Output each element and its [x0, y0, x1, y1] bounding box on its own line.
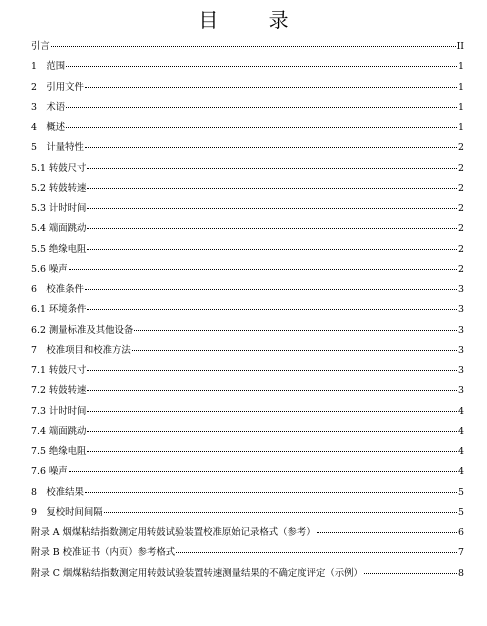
- toc-entry-page: 1: [458, 122, 464, 133]
- toc-entry[interactable]: [31, 524, 464, 544]
- toc-entry-page: 5: [458, 506, 464, 518]
- dot-leader: [134, 330, 457, 331]
- toc-entry-page: II: [456, 41, 464, 52]
- toc-entry-label: 8 校准结果: [31, 486, 84, 498]
- toc-entry[interactable]: [31, 281, 464, 301]
- dot-leader: [85, 147, 457, 148]
- toc-entry[interactable]: [31, 463, 464, 483]
- toc-entry-label: 2 引用文件: [31, 81, 84, 93]
- dot-leader: [66, 107, 457, 108]
- toc-entry[interactable]: [31, 99, 464, 119]
- toc-entry-page: 3: [458, 365, 464, 376]
- toc-entry-label: 1 范围: [31, 61, 66, 73]
- toc-entry[interactable]: [31, 301, 464, 321]
- toc-entry-label: 7.3 计时时间: [31, 405, 87, 417]
- toc-entry-page: 2: [458, 223, 464, 235]
- toc-entry-label: 4 概述: [31, 122, 66, 133]
- toc-entry[interactable]: [31, 79, 464, 99]
- dot-leader: [87, 228, 457, 229]
- dot-leader: [87, 390, 457, 391]
- dot-leader: [87, 451, 457, 452]
- toc-entry-page: 1: [458, 81, 464, 93]
- toc-entry-page: 1: [458, 61, 464, 73]
- toc-entry[interactable]: [31, 139, 464, 159]
- toc-entry-page: 6: [458, 527, 464, 538]
- toc-entry-page: 3: [458, 284, 464, 295]
- dot-leader: [87, 188, 457, 189]
- toc-entry-label: 6 校准条件: [31, 284, 84, 295]
- dot-leader: [51, 46, 456, 47]
- toc-entry-label: 3 术语: [31, 101, 66, 113]
- toc-entry-page: 3: [458, 385, 464, 397]
- dot-leader: [364, 573, 457, 574]
- toc-entry[interactable]: [31, 504, 464, 524]
- page-title: 目 录: [198, 8, 311, 32]
- toc-entry[interactable]: [31, 119, 464, 139]
- toc-entry[interactable]: [31, 220, 464, 240]
- toc-entry-page: 5: [458, 486, 464, 498]
- dot-leader: [87, 431, 457, 432]
- toc-entry-label: 附录 C 烟煤粘结指数测定用转鼓试验装置转速测量结果的不确定度评定（示例）: [31, 567, 363, 579]
- toc-entry[interactable]: [31, 58, 464, 78]
- toc-entry-label: 引言: [31, 41, 50, 52]
- toc-entry-page: 2: [458, 263, 464, 275]
- toc-entry[interactable]: [31, 342, 464, 362]
- toc-entry[interactable]: [31, 484, 464, 504]
- dot-leader: [66, 66, 457, 67]
- toc-entry[interactable]: [31, 200, 464, 220]
- toc-entry[interactable]: [31, 241, 464, 261]
- dot-leader: [85, 87, 457, 88]
- toc-entry[interactable]: [31, 382, 464, 402]
- toc-entry-label: 7.6 噪声: [31, 466, 68, 478]
- dot-leader: [87, 370, 457, 371]
- toc-entry-page: 4: [458, 446, 464, 457]
- toc-entry[interactable]: [31, 322, 464, 342]
- toc-entry-page: 4: [458, 466, 464, 478]
- toc-entry-label: 6.1 环境条件: [31, 304, 87, 316]
- toc-entry[interactable]: [31, 544, 464, 564]
- toc-entry-label: 9 复校时间间隔: [31, 506, 103, 518]
- dot-leader: [87, 208, 457, 209]
- dot-leader: [69, 471, 457, 472]
- toc-entry-label: 5.1 转鼓尺寸: [31, 162, 87, 174]
- toc-entry[interactable]: [31, 423, 464, 443]
- toc-entry-page: 2: [458, 162, 464, 174]
- toc-entry-page: 4: [458, 425, 464, 437]
- toc-entry-label: 7 校准项目和校准方法: [31, 344, 131, 356]
- toc-entry-label: 附录 B 校准证书（内页）参考格式: [31, 547, 176, 559]
- toc-entry[interactable]: [31, 565, 464, 585]
- toc-entry-page: 1: [458, 101, 464, 113]
- toc-entry-label: 附录 A 烟煤粘结指数测定用转鼓试验装置校准原始记录格式（参考）: [31, 527, 316, 538]
- dot-leader: [87, 411, 457, 412]
- dot-leader: [85, 289, 457, 290]
- toc-entry-label: 7.1 转鼓尺寸: [31, 365, 87, 376]
- toc-entry-page: 3: [458, 324, 464, 336]
- toc-entry-page: 7: [458, 547, 464, 559]
- toc-entry-label: 7.2 转鼓转速: [31, 385, 87, 397]
- dot-leader: [66, 127, 457, 128]
- toc-entry-page: 2: [458, 243, 464, 255]
- toc-entry-label: 6.2 测量标准及其他设备: [31, 324, 134, 336]
- toc-entry-page: 8: [458, 567, 464, 579]
- toc-entry-page: 2: [458, 142, 464, 154]
- toc-entry-label: 5.3 计时时间: [31, 203, 87, 214]
- dot-leader: [85, 492, 457, 493]
- toc-entry-page: 3: [458, 304, 464, 316]
- dot-leader: [87, 168, 457, 169]
- dot-leader: [132, 350, 457, 351]
- toc-entry-page: 2: [458, 203, 464, 214]
- toc-entry-label: 5.2 转鼓转速: [31, 182, 87, 194]
- toc-entry-label: 5.4 端面跳动: [31, 223, 87, 235]
- dot-leader: [104, 512, 457, 513]
- toc-entry-page: 4: [458, 405, 464, 417]
- dot-leader: [87, 309, 457, 310]
- table-of-contents: [31, 38, 464, 585]
- toc-entry-label: 7.4 端面跳动: [31, 425, 87, 437]
- toc-entry-label: 5.5 绝缘电阻: [31, 243, 87, 255]
- toc-entry[interactable]: [31, 261, 464, 281]
- toc-entry[interactable]: [31, 443, 464, 463]
- toc-entry[interactable]: [31, 403, 464, 423]
- dot-leader: [87, 249, 457, 250]
- dot-leader: [317, 532, 457, 533]
- toc-entry-page: 2: [458, 182, 464, 194]
- toc-entry[interactable]: [31, 362, 464, 382]
- dot-leader: [176, 552, 457, 553]
- toc-entry[interactable]: [31, 160, 464, 180]
- dot-leader: [69, 269, 457, 270]
- toc-entry[interactable]: [31, 180, 464, 200]
- toc-entry[interactable]: [31, 38, 464, 58]
- toc-entry-page: 3: [458, 344, 464, 356]
- toc-entry-label: 5 计量特性: [31, 142, 84, 154]
- toc-entry-label: 5.6 噪声: [31, 263, 68, 275]
- toc-entry-label: 7.5 绝缘电阻: [31, 446, 87, 457]
